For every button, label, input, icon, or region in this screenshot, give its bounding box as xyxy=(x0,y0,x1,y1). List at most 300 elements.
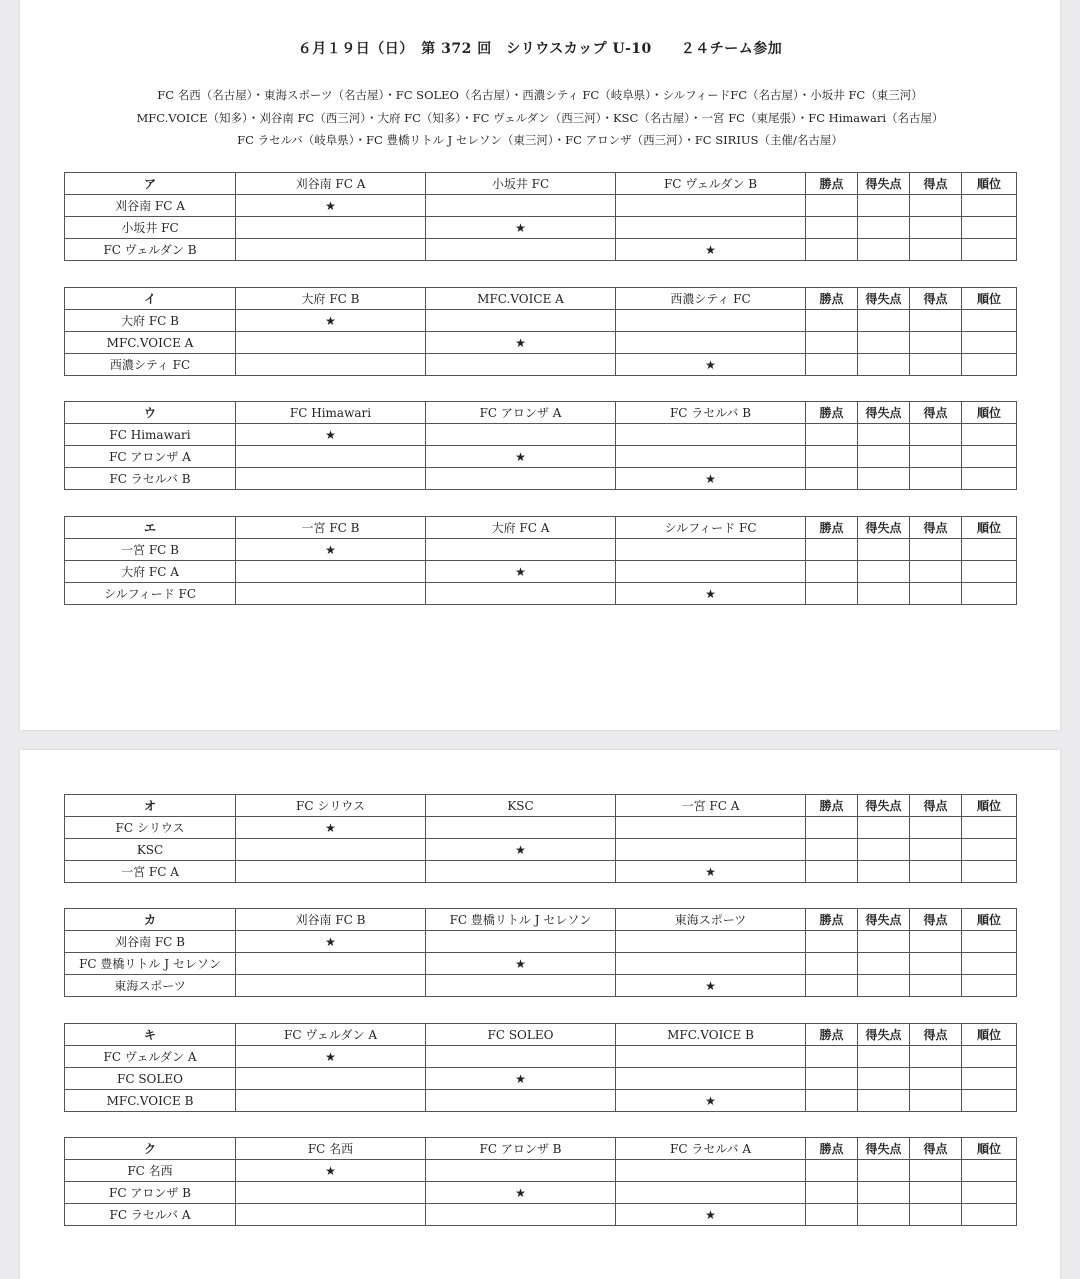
score-cell xyxy=(426,861,616,883)
score-cell xyxy=(236,468,426,490)
team-row xyxy=(65,931,1017,953)
rank-cell xyxy=(962,1090,1017,1112)
points-cell xyxy=(806,931,858,953)
teams-line: MFC.VOICE（知多）・刈谷南 FC（西三河）・大府 FC（知多）・FC ヴェルダン（西三河）・KSC（名古屋）・一宮 FC（東尾張）・FC Himawari（名古屋） xyxy=(136,110,944,125)
rank-cell xyxy=(962,217,1017,239)
team-name: 一宮 FC A xyxy=(65,861,236,883)
points-cell xyxy=(806,583,858,605)
goals-scored-cell xyxy=(910,583,962,605)
team-name: FC ヴェルダン A xyxy=(65,1046,236,1068)
team-row xyxy=(65,239,1017,261)
star-cell: ★ xyxy=(426,217,616,239)
rank-cell xyxy=(962,310,1017,332)
team-row xyxy=(65,446,1017,468)
group-table xyxy=(64,172,1017,261)
opponent-team-header: 一宮 FC B xyxy=(236,517,426,539)
goal-difference-cell xyxy=(858,975,910,997)
score-cell xyxy=(426,1090,616,1112)
score-cell xyxy=(616,839,806,861)
score-cell xyxy=(616,953,806,975)
goals-scored-cell xyxy=(910,239,962,261)
group-header-row xyxy=(65,795,1017,817)
rank-cell xyxy=(962,446,1017,468)
group-name: キ xyxy=(65,1024,236,1046)
goals-scored-cell xyxy=(910,468,962,490)
opponent-team-header: FC アロンザ A xyxy=(426,402,616,424)
goal-difference-cell xyxy=(858,1068,910,1090)
star-cell: ★ xyxy=(236,931,426,953)
points-cell xyxy=(806,953,858,975)
team-row xyxy=(65,561,1017,583)
score-cell xyxy=(616,1046,806,1068)
score-cell xyxy=(426,468,616,490)
opponent-team-header: FC 名西 xyxy=(236,1138,426,1160)
opponent-team-header: MFC.VOICE B xyxy=(616,1024,806,1046)
goal-difference-cell xyxy=(858,468,910,490)
star-cell: ★ xyxy=(616,239,806,261)
goals-scored-cell xyxy=(910,1160,962,1182)
team-name: FC 豊橋リトル J セレソン xyxy=(65,953,236,975)
rank-header: 順位 xyxy=(962,1138,1017,1160)
rank-header: 順位 xyxy=(962,795,1017,817)
group-table xyxy=(64,1137,1017,1226)
goals-scored-cell xyxy=(910,424,962,446)
team-row xyxy=(65,583,1017,605)
goals-scored-header: 得点 xyxy=(910,1138,962,1160)
rank-cell xyxy=(962,195,1017,217)
opponent-team-header: 大府 FC A xyxy=(426,517,616,539)
points-cell xyxy=(806,839,858,861)
score-cell xyxy=(616,424,806,446)
score-cell xyxy=(236,446,426,468)
star-cell: ★ xyxy=(616,861,806,883)
rank-cell xyxy=(962,861,1017,883)
points-header: 勝点 xyxy=(806,795,858,817)
document-page-1 xyxy=(20,0,1060,730)
rank-header: 順位 xyxy=(962,402,1017,424)
points-cell xyxy=(806,424,858,446)
team-name: FC ラセルバ A xyxy=(65,1204,236,1226)
star-cell: ★ xyxy=(426,1182,616,1204)
goal-difference-cell xyxy=(858,424,910,446)
goal-difference-cell xyxy=(858,583,910,605)
score-cell xyxy=(616,1068,806,1090)
score-cell xyxy=(426,1046,616,1068)
opponent-team-header: FC アロンザ B xyxy=(426,1138,616,1160)
rank-cell xyxy=(962,332,1017,354)
star-cell: ★ xyxy=(426,953,616,975)
group-name: ウ xyxy=(65,402,236,424)
goals-scored-cell xyxy=(910,561,962,583)
points-cell xyxy=(806,817,858,839)
opponent-team-header: FC ヴェルダン B xyxy=(616,173,806,195)
rank-cell xyxy=(962,975,1017,997)
rank-cell xyxy=(962,1160,1017,1182)
points-header: 勝点 xyxy=(806,402,858,424)
team-name: FC ラセルバ B xyxy=(65,468,236,490)
team-name: FC シリウス xyxy=(65,817,236,839)
goals-scored-header: 得点 xyxy=(910,909,962,931)
goals-scored-header: 得点 xyxy=(910,173,962,195)
score-cell xyxy=(236,839,426,861)
opponent-team-header: KSC xyxy=(426,795,616,817)
goal-difference-cell xyxy=(858,931,910,953)
opponent-team-header: 刈谷南 FC B xyxy=(236,909,426,931)
star-cell: ★ xyxy=(616,583,806,605)
group-table xyxy=(64,287,1017,376)
rank-cell xyxy=(962,1204,1017,1226)
rank-header: 順位 xyxy=(962,909,1017,931)
goals-scored-cell xyxy=(910,953,962,975)
team-name: FC 名西 xyxy=(65,1160,236,1182)
points-cell xyxy=(806,446,858,468)
score-cell xyxy=(426,583,616,605)
goal-difference-cell xyxy=(858,1204,910,1226)
star-cell: ★ xyxy=(426,1068,616,1090)
goal-difference-header: 得失点 xyxy=(858,795,910,817)
star-cell: ★ xyxy=(616,468,806,490)
score-cell xyxy=(616,817,806,839)
points-header: 勝点 xyxy=(806,1138,858,1160)
goal-difference-cell xyxy=(858,195,910,217)
score-cell xyxy=(426,539,616,561)
team-row xyxy=(65,1182,1017,1204)
goal-difference-cell xyxy=(858,1046,910,1068)
team-name: FC Himawari xyxy=(65,424,236,446)
goal-difference-cell xyxy=(858,332,910,354)
document-page-2 xyxy=(20,750,1060,1279)
goals-scored-cell xyxy=(910,1068,962,1090)
star-cell: ★ xyxy=(236,424,426,446)
goals-scored-cell xyxy=(910,539,962,561)
points-header: 勝点 xyxy=(806,517,858,539)
rank-cell xyxy=(962,1182,1017,1204)
team-name: MFC.VOICE B xyxy=(65,1090,236,1112)
score-cell xyxy=(616,539,806,561)
rank-cell xyxy=(962,468,1017,490)
goal-difference-cell xyxy=(858,217,910,239)
goal-difference-cell xyxy=(858,1160,910,1182)
points-cell xyxy=(806,1046,858,1068)
star-cell: ★ xyxy=(616,354,806,376)
group-header-row xyxy=(65,1024,1017,1046)
group-name: イ xyxy=(65,288,236,310)
goal-difference-cell xyxy=(858,239,910,261)
goal-difference-header: 得失点 xyxy=(858,402,910,424)
team-row xyxy=(65,975,1017,997)
rank-cell xyxy=(962,424,1017,446)
points-header: 勝点 xyxy=(806,288,858,310)
score-cell xyxy=(616,195,806,217)
team-name: 西濃シティ FC xyxy=(65,354,236,376)
goals-scored-header: 得点 xyxy=(910,1024,962,1046)
goals-scored-cell xyxy=(910,1090,962,1112)
opponent-team-header: 西濃シティ FC xyxy=(616,288,806,310)
rank-cell xyxy=(962,561,1017,583)
goal-difference-cell xyxy=(858,354,910,376)
team-row xyxy=(65,1160,1017,1182)
score-cell xyxy=(236,583,426,605)
score-cell xyxy=(426,1160,616,1182)
team-row xyxy=(65,817,1017,839)
opponent-team-header: FC ヴェルダン A xyxy=(236,1024,426,1046)
team-row xyxy=(65,839,1017,861)
team-row xyxy=(65,1204,1017,1226)
goal-difference-cell xyxy=(858,861,910,883)
star-cell: ★ xyxy=(426,332,616,354)
opponent-team-header: 東海スポーツ xyxy=(616,909,806,931)
team-name: MFC.VOICE A xyxy=(65,332,236,354)
team-name: FC ヴェルダン B xyxy=(65,239,236,261)
score-cell xyxy=(236,217,426,239)
goals-scored-cell xyxy=(910,217,962,239)
goals-scored-cell xyxy=(910,1182,962,1204)
team-name: 刈谷南 FC A xyxy=(65,195,236,217)
team-name: シルフィード FC xyxy=(65,583,236,605)
opponent-team-header: MFC.VOICE A xyxy=(426,288,616,310)
goals-scored-cell xyxy=(910,195,962,217)
goals-scored-cell xyxy=(910,446,962,468)
star-cell: ★ xyxy=(236,539,426,561)
goal-difference-cell xyxy=(858,561,910,583)
opponent-team-header: FC ラセルバ A xyxy=(616,1138,806,1160)
score-cell xyxy=(236,861,426,883)
rank-cell xyxy=(962,1046,1017,1068)
goal-difference-header: 得失点 xyxy=(858,1024,910,1046)
goal-difference-header: 得失点 xyxy=(858,173,910,195)
team-row xyxy=(65,1090,1017,1112)
points-cell xyxy=(806,861,858,883)
page-title: ６月１９日（日） 第 372 回 シリウスカップ U-10 ２４チーム参加 xyxy=(297,41,783,57)
goals-scored-header: 得点 xyxy=(910,402,962,424)
goals-scored-header: 得点 xyxy=(910,517,962,539)
group-header-row xyxy=(65,173,1017,195)
group-name: ク xyxy=(65,1138,236,1160)
score-cell xyxy=(616,1160,806,1182)
score-cell xyxy=(426,195,616,217)
points-header: 勝点 xyxy=(806,173,858,195)
goal-difference-header: 得失点 xyxy=(858,517,910,539)
score-cell xyxy=(236,1090,426,1112)
team-name: 大府 FC A xyxy=(65,561,236,583)
points-cell xyxy=(806,468,858,490)
group-table xyxy=(64,401,1017,490)
star-cell: ★ xyxy=(236,1160,426,1182)
goals-scored-cell xyxy=(910,332,962,354)
score-cell xyxy=(616,310,806,332)
team-row xyxy=(65,310,1017,332)
rank-cell xyxy=(962,817,1017,839)
points-cell xyxy=(806,1090,858,1112)
opponent-team-header: FC Himawari xyxy=(236,402,426,424)
score-cell xyxy=(236,239,426,261)
points-cell xyxy=(806,1160,858,1182)
opponent-team-header: FC ラセルバ B xyxy=(616,402,806,424)
team-row xyxy=(65,424,1017,446)
star-cell: ★ xyxy=(236,817,426,839)
score-cell xyxy=(236,975,426,997)
team-name: FC SOLEO xyxy=(65,1068,236,1090)
group-name: ア xyxy=(65,173,236,195)
group-table xyxy=(64,908,1017,997)
team-row xyxy=(65,354,1017,376)
star-cell: ★ xyxy=(616,1204,806,1226)
rank-cell xyxy=(962,1068,1017,1090)
group-header-row xyxy=(65,288,1017,310)
goal-difference-cell xyxy=(858,817,910,839)
group-table xyxy=(64,1023,1017,1112)
star-cell: ★ xyxy=(426,839,616,861)
team-row xyxy=(65,332,1017,354)
group-header-row xyxy=(65,1138,1017,1160)
star-cell: ★ xyxy=(236,1046,426,1068)
goal-difference-cell xyxy=(858,446,910,468)
star-cell: ★ xyxy=(616,1090,806,1112)
score-cell xyxy=(616,332,806,354)
group-name: オ xyxy=(65,795,236,817)
star-cell: ★ xyxy=(236,195,426,217)
goals-scored-header: 得点 xyxy=(910,795,962,817)
opponent-team-header: 小坂井 FC xyxy=(426,173,616,195)
points-cell xyxy=(806,975,858,997)
team-row xyxy=(65,217,1017,239)
score-cell xyxy=(426,239,616,261)
goals-scored-cell xyxy=(910,1204,962,1226)
team-name: 刈谷南 FC B xyxy=(65,931,236,953)
points-cell xyxy=(806,239,858,261)
rank-cell xyxy=(962,583,1017,605)
goals-scored-cell xyxy=(910,817,962,839)
goals-scored-cell xyxy=(910,975,962,997)
score-cell xyxy=(426,354,616,376)
score-cell xyxy=(236,354,426,376)
goals-scored-cell xyxy=(910,310,962,332)
group-name: カ xyxy=(65,909,236,931)
score-cell xyxy=(616,561,806,583)
rank-header: 順位 xyxy=(962,1024,1017,1046)
team-row xyxy=(65,861,1017,883)
score-cell xyxy=(426,975,616,997)
score-cell xyxy=(236,1182,426,1204)
points-cell xyxy=(806,539,858,561)
team-name: 小坂井 FC xyxy=(65,217,236,239)
score-cell xyxy=(236,332,426,354)
score-cell xyxy=(236,953,426,975)
rank-cell xyxy=(962,931,1017,953)
goals-scored-header: 得点 xyxy=(910,288,962,310)
rank-header: 順位 xyxy=(962,517,1017,539)
group-table xyxy=(64,516,1017,605)
team-name: KSC xyxy=(65,839,236,861)
opponent-team-header: 一宮 FC A xyxy=(616,795,806,817)
score-cell xyxy=(616,931,806,953)
group-header-row xyxy=(65,402,1017,424)
rank-header: 順位 xyxy=(962,173,1017,195)
goal-difference-cell xyxy=(858,539,910,561)
team-row xyxy=(65,1068,1017,1090)
score-cell xyxy=(236,1204,426,1226)
score-cell xyxy=(426,931,616,953)
rank-cell xyxy=(962,953,1017,975)
score-cell xyxy=(616,1182,806,1204)
score-cell xyxy=(236,1068,426,1090)
team-row xyxy=(65,468,1017,490)
team-name: 東海スポーツ xyxy=(65,975,236,997)
star-cell: ★ xyxy=(426,446,616,468)
points-cell xyxy=(806,1182,858,1204)
goals-scored-cell xyxy=(910,931,962,953)
goal-difference-cell xyxy=(858,839,910,861)
group-header-row xyxy=(65,909,1017,931)
points-cell xyxy=(806,1068,858,1090)
points-header: 勝点 xyxy=(806,909,858,931)
opponent-team-header: FC 豊橋リトル J セレソン xyxy=(426,909,616,931)
goal-difference-cell xyxy=(858,953,910,975)
goal-difference-header: 得失点 xyxy=(858,1138,910,1160)
group-table xyxy=(64,794,1017,883)
score-cell xyxy=(616,217,806,239)
goals-scored-cell xyxy=(910,839,962,861)
participating-teams xyxy=(20,84,1060,152)
star-cell: ★ xyxy=(616,975,806,997)
score-cell xyxy=(426,310,616,332)
goals-scored-cell xyxy=(910,354,962,376)
team-name: 一宮 FC B xyxy=(65,539,236,561)
score-cell xyxy=(616,446,806,468)
score-cell xyxy=(426,817,616,839)
goals-scored-cell xyxy=(910,861,962,883)
points-cell xyxy=(806,1204,858,1226)
rank-cell xyxy=(962,239,1017,261)
team-row xyxy=(65,539,1017,561)
points-cell xyxy=(806,354,858,376)
teams-line: FC ラセルバ（岐阜県）・FC 豊橋リトル J セレソン（東三河）・FC アロンザ（西三河）・FC SIRIUS（主催/名古屋） xyxy=(237,133,843,147)
points-cell xyxy=(806,310,858,332)
points-cell xyxy=(806,217,858,239)
rank-header: 順位 xyxy=(962,288,1017,310)
star-cell: ★ xyxy=(236,310,426,332)
opponent-team-header: 刈谷南 FC A xyxy=(236,173,426,195)
opponent-team-header: FC シリウス xyxy=(236,795,426,817)
team-name: FC アロンザ B xyxy=(65,1182,236,1204)
goal-difference-header: 得失点 xyxy=(858,288,910,310)
points-cell xyxy=(806,332,858,354)
points-cell xyxy=(806,195,858,217)
opponent-team-header: FC SOLEO xyxy=(426,1024,616,1046)
group-header-row xyxy=(65,517,1017,539)
team-row xyxy=(65,195,1017,217)
points-header: 勝点 xyxy=(806,1024,858,1046)
goal-difference-cell xyxy=(858,310,910,332)
goal-difference-cell xyxy=(858,1182,910,1204)
team-name: FC アロンザ A xyxy=(65,446,236,468)
opponent-team-header: シルフィード FC xyxy=(616,517,806,539)
goals-scored-cell xyxy=(910,1046,962,1068)
rank-cell xyxy=(962,839,1017,861)
team-name: 大府 FC B xyxy=(65,310,236,332)
points-cell xyxy=(806,561,858,583)
team-row xyxy=(65,953,1017,975)
score-cell xyxy=(426,424,616,446)
opponent-team-header: 大府 FC B xyxy=(236,288,426,310)
score-cell xyxy=(236,561,426,583)
goal-difference-header: 得失点 xyxy=(858,909,910,931)
star-cell: ★ xyxy=(426,561,616,583)
rank-cell xyxy=(962,539,1017,561)
rank-cell xyxy=(962,354,1017,376)
teams-line: FC 名西（名古屋）・東海スポーツ（名古屋）・FC SOLEO（名古屋）・西濃シティ FC（岐阜県）・シルフィードFC（名古屋）・小坂井 FC（東三河） xyxy=(157,88,923,102)
team-row xyxy=(65,1046,1017,1068)
